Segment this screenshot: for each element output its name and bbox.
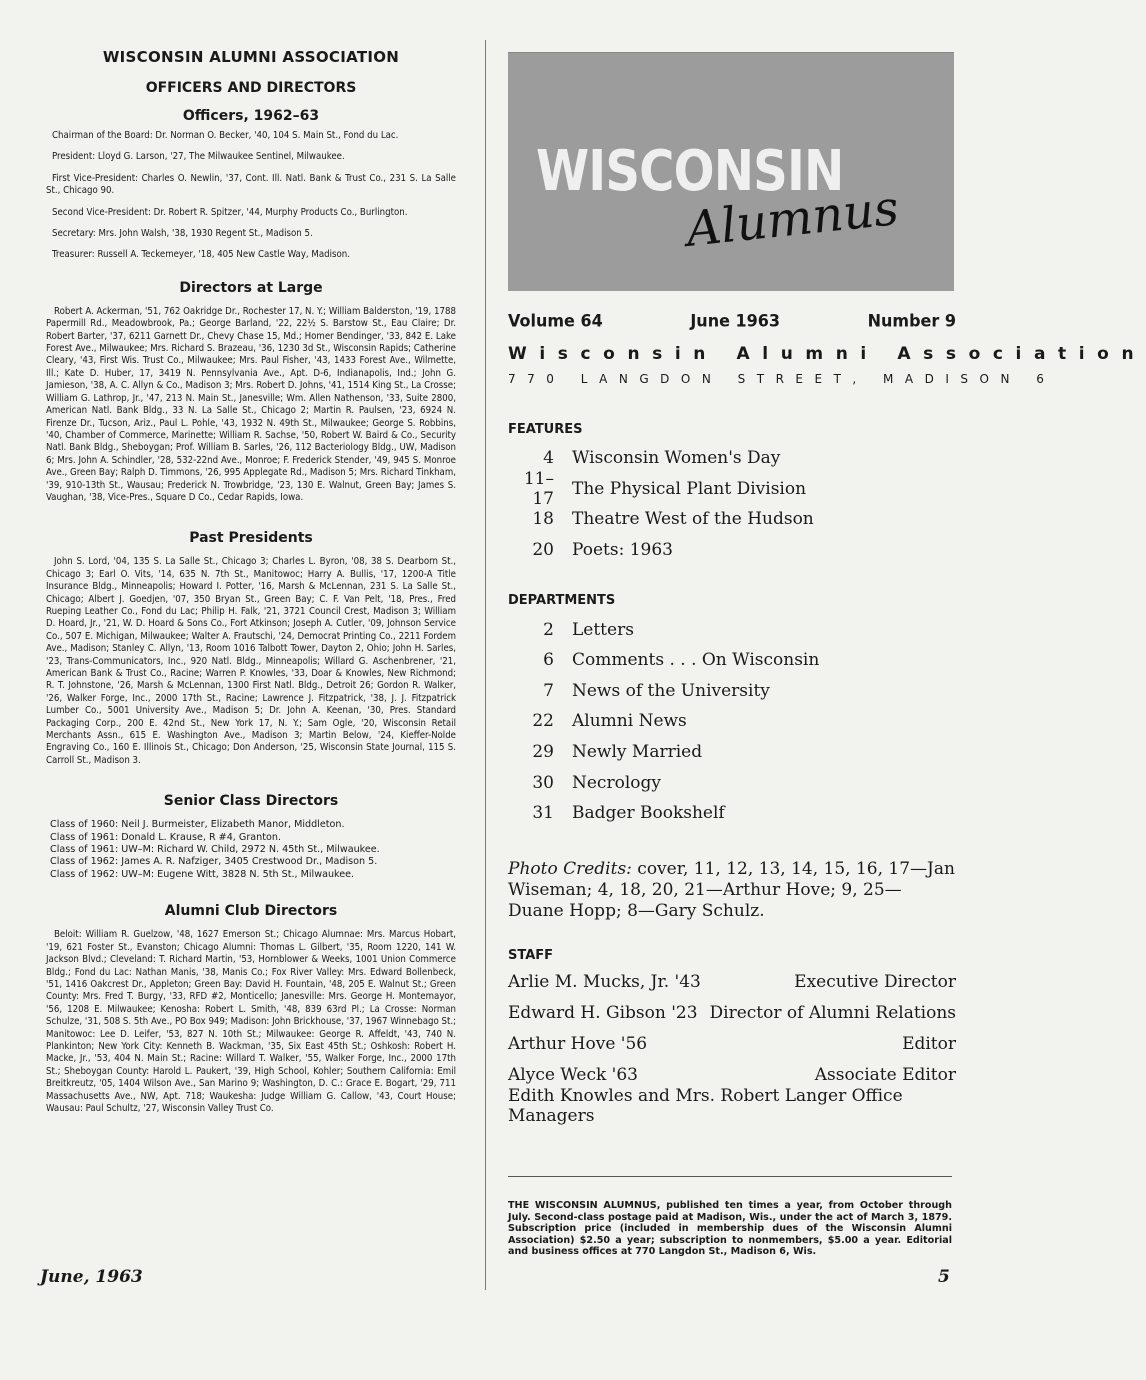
staff-name: Arthur Hove '56 [508,1034,648,1055]
toc-title: Wisconsin Women's Day [572,448,781,469]
list-item[interactable] [508,443,956,474]
list-item[interactable] [508,737,956,768]
senior-class-entry: Class of 1961: UW–M: Richard W. Child, 2972 N. 45th St., Milwaukee. [50,844,380,856]
toc-page: 29 [532,742,554,763]
toc-title: Badger Bookshelf [572,803,725,824]
senior-class-section [46,793,456,881]
list-item[interactable] [508,645,956,676]
photo-credits-text: cover, 11, 12, 13, 14, 15, 16, 17—Jan Wiseman; 4, 18, 20, 21—Arthur Hove; 9, 25—Duane Hopp; 8—Gary Schulz. [508,858,955,921]
toc-title: Poets: 1963 [572,540,673,561]
features-heading: FEATURES [508,422,583,437]
departments-section [508,593,956,828]
volume-label: Volume 64 [508,310,603,331]
officer-entry: Treasurer: Russell A. Teckemeyer, '18, 405 New Castle Way, Madison. [52,249,351,261]
officer-entry: President: Lloyd G. Larson, '27, The Milwaukee Sentinel, Milwaukee. [52,151,345,163]
issue-number: Number 9 [867,310,956,331]
association-address: 770 LANGDON STREET, MADISON 6 [508,372,1056,386]
photo-credits [508,859,956,922]
staff-heading: STAFF [508,947,554,963]
staff-row [508,967,956,998]
officer-entry: Secretary: Mrs. John Walsh, '38, 1930 Regent St., Madison 5. [52,228,313,240]
alumni-club-section [46,903,456,1115]
right-column [508,52,1146,1127]
footer-date: June, 1963 [40,1267,143,1287]
senior-class-entry: Class of 1960: Neil J. Burmeister, Elizabeth Manor, Middleton. [50,819,345,831]
list-item[interactable] [508,767,956,798]
officers-directors-title: OFFICERS AND DIRECTORS [145,80,357,96]
masthead-logo [508,52,954,291]
toc-page: 6 [543,650,554,671]
toc-page: 30 [532,772,554,793]
staff-role: Editor [902,1034,956,1055]
officer-entry: Chairman of the Board: Dr. Norman O. Becker, '40, 104 S. Main St., Fond du Lac. [52,130,399,141]
past-presidents-section [46,530,456,767]
officer-entry: Second Vice-President: Dr. Robert R. Spitzer, '44, Murphy Products Co., Burlington. [52,206,408,218]
staff-role: Director of Alumni Relations [709,1003,956,1024]
officer-entry: First Vice-President: Charles O. Newlin, '37, Cont. Ill. Natl. Bank & Trust Co., 231 S. La Salle St., Chicago 90. [46,172,456,197]
list-item[interactable] [508,535,956,566]
toc-title: Newly Married [572,742,703,763]
staff-row [508,1029,956,1060]
page-number: 5 [938,1267,950,1287]
directors-at-large-section [46,280,456,505]
staff-name: Arlie M. Mucks, Jr. '43 [508,972,701,993]
past-presidents-heading: Past Presidents [189,530,313,547]
list-item[interactable] [508,468,956,509]
toc-page: 2 [543,619,554,640]
staff-role: Executive Director [794,972,956,993]
masthead-script: Alumnus [683,180,902,258]
staff-name: Edward H. Gibson '23 [508,1003,698,1024]
issue-date: June 1963 [690,310,781,331]
senior-class-entry: Class of 1961: Donald L. Krause, R #4, Granton. [50,831,281,843]
toc-page: 18 [532,509,554,530]
toc-title: Necrology [572,772,661,793]
column-divider [485,40,486,1290]
features-section [508,422,956,565]
toc-page: 11–17 [523,468,554,509]
list-item[interactable] [508,614,956,645]
publication-note: THE WISCONSIN ALUMNUS, published ten times a year, from October through July. Second-class postage paid at Madison, Wis., under the act of March 3, 1879. Subscription price (included in membership dues of the Wisconsin Alumni Association) $2.50 a year; subscription to nonmembers, $5.00 a year. Editorial and business offices at 770 Langdon St., Madison 6, Wis. [508,1200,952,1258]
left-column [46,48,456,1115]
senior-class-entry: Class of 1962: James A. R. Nafziger, 3405 Crestwood Dr., Madison 5. [50,856,378,868]
list-item[interactable] [508,706,956,737]
departments-list [508,614,956,828]
directors-at-large-heading: Directors at Large [179,279,323,296]
association-name: Wisconsin Alumni Association [508,344,1146,364]
staff-role: Associate Editor [814,1065,956,1086]
senior-class-heading: Senior Class Directors [163,793,339,810]
toc-title: Alumni News [572,711,687,732]
departments-heading: DEPARTMENTS [508,593,616,609]
staff-office-managers: Edith Knowles and Mrs. Robert Langer Office Managers [508,1086,903,1127]
toc-title: News of the University [572,680,770,701]
alumni-club-heading: Alumni Club Directors [164,903,338,920]
past-presidents-text: John S. Lord, '04, 135 S. La Salle St., Chicago 3; Charles L. Byron, '08, 38 S. Dearborn St., Chicago 3; Earl O. Vits, '14, 635 N. 7th St., Manitowoc; Harry A. Bullis, '17, 1200-A Title Insurance Bldg., Minneapolis; Howard I. Potter, '16, Marsh & McLennan, 231 S. La Salle St., Chicago; Albert J. Goedjen, '07, 350 Bryan St., Green Bay; C. F. Van Pelt, '18, Pres., Fred Rueping Leather Co., Fond du Lac; Philip H. Falk, '21, 3721 Council Crest, Madison 3; William D. Hoard, Jr., '21, W. D. Hoard & Sons Co., Fort Atkinson; Joseph A. Cutler, '09, Johnson Service Co., 507 E. Michigan, Milwaukee; Walter A. Frautschi, '24, Democrat Printing Co., 2211 Fordem Ave., Madison; Stanley C. Allyn, '13, Room 1016 Talbott Tower, Dayton 2, Ohio; John H. Sarles, '23, Trans-Communicators, Inc., 920 Natl. Bldg., Minneapolis; Willard G. Aschenbrener, '21, American Bank & Trust Co., Racine; Warren P. Knowles, '33, Doar & Knowles, New Richmond; R. T. Johnstone, '26, Marsh & McLennan, 1300 First Natl. Bldg., Detroit 26; Gordon R. Walker, '26, Walker Forge, Inc., 2000 17th St., Racine; Lawrence J. Fitzpatrick, '38, J. J. Fitzpatrick Lumber Co., 5001 University Ave., Madison 5; Dr. John A. Keenan, '30, Pres. Standard Packaging Corp., 200 E. 42nd St., New York 17, N. Y.; Sam Ogle, '20, Wisconsin Retail Merchants Assn., 615 E. Washington Ave., Madison 3; Martin Below, '24, Kieffer-Nolde Engraving Co., 160 E. Illinois St., Chicago; Don Anderson, '25, Wisconsin State Journal, 115 S. Carroll St., Madison 3. [46,556,456,766]
toc-page: 4 [543,448,554,469]
staff-section [508,947,956,1127]
staff-row [508,1086,956,1127]
toc-title: Theatre West of the Hudson [572,509,814,530]
features-list [508,443,956,565]
officers-heading: Officers, 1962–63 [182,108,320,124]
association-title: WISCONSIN ALUMNI ASSOCIATION [102,48,400,66]
divider [508,1176,952,1177]
toc-page: 7 [543,680,554,701]
directors-at-large-text: Robert A. Ackerman, '51, 762 Oakridge Dr., Rochester 17, N. Y.; William Balderston, '19, 1788 Papermill Rd., Meadowbrook, Pa.; George Barland, '22, 22½ S. Barstow St., Eau Claire; Dr. Robert Barter, '37, 6211 Garnett Dr., Chevy Chase 15, Md.; Homer Bendinger, '33, 842 E. Lake Forest Ave., Milwaukee; Mrs. Richard S. Brazeau, '36, 1230 3d St., Wisconsin Rapids; Catherine Cleary, '43, First Wis. Trust Co., Milwaukee; Mrs. Paul Fisher, '43, 1433 Forest Ave., Wilmette, Ill.; Kate D. Huber, 17, 3419 N. Pennsylvania Ave., Apt. D-6, Indianapolis, Ind.; John G. Jamieson, '38, A. C. Allyn & Co., Madison 3; Mrs. Robert D. Johns, '41, 1514 King St., La Crosse; William G. Lathrop, Jr., '47, 213 N. Main St., Janesville; Wm. Allen Nathenson, '33, Suite 2800, American Natl. Bank Bldg., 33 N. La Salle St., Chicago 2; Martin R. Paulsen, '23, 6924 N. Firenze Dr., Tucson, Ariz., Paul L. Pohle, '43, 1932 N. 49th St., Milwaukee; George S. Robbins, '40, Chamber of Commerce, Marinette; William R. Sachse, '50, Robert W. Baird & Co., Security Natl. Bank Bldg., Sheboygan; Prof. William B. Sarles, '26, 112 Bacteriology Bldg., UW, Madison 6; Mrs. John A. Schindler, '28, 532-22nd Ave., Monroe; F. Frederick Stender, '49, 945 S. Monroe Ave., Green Bay; Ralph D. Timmons, '26, 995 Applegate Rd., Madison 5; Mrs. Richard Tinkham, '39, 910-13th St., Wausau; Frederick N. Trowbridge, '23, 130 E. Walnut, Green Bay; James S. Vaughan, '38, Vice-Pres., Square D Co., Cedar Rapids, Iowa. [46,305,456,503]
alumni-club-text: Beloit: William R. Guelzow, '48, 1627 Emerson St.; Chicago Alumnae: Mrs. Marcus Hobart, '19, 621 Foster St., Evanston; Chicago Alumni: Thomas L. Gilbert, '35, Room 1220, 141 W. Jackson Blvd.; Cleveland: T. Richard Martin, '53, Hornblower & Weeks, 1001 Union Commerce Bldg.; Fond du Lac: Nathan Manis, '38, Manis Co.; Fox River Valley: Mrs. Edward Bollenbeck, '51, 1416 Oakcrest Dr., Appleton; Green Bay: David H. Fountain, '48, 205 E. Walnut St.; Green County: Mrs. Fred T. Burgy, '33, RFD #2, Monticello; Janesville: Mrs. George H. Montemayor, '56, 1208 E. Milwaukee; Kenosha: Robert L. Smith, '48, 839 63rd Pl.; La Crosse: Norman Schulze, '31, 508 S. 5th Ave., PO Box 949; Madison: John Brickhouse, '37, 1967 Winnebago St.; Manitowoc: Lee D. Leifer, '53, 827 N. 10th St.; Milwaukee: George R. Affeldt, '43, 740 N. Plankinton; New York City: Kenneth B. Wackman, '35, Six East 45th St.; Oshkosh: Robert H. Macke, Jr., '53, 404 N. Main St.; Racine: Willard T. Walker, '55, Walker Forge, Inc., 2000 17th St.; Sheboygan County: Harold L. Paukert, '39, High School, Kohler; Southern California: Emil Breitkreutz, '05, 1404 Wilson Ave., San Marino 9; Washington, D. C.: Grace E. Bogart, '29, 711 Massachusetts Ave., NW, Apt. 718; Waukesha: Judge William G. Callow, '43, Court House; Wausau: Paul Schultz, '27, Wisconsin Valley Trust Co. [46,929,457,1114]
toc-title: Comments . . . On Wisconsin [572,650,820,671]
photo-credits-label: Photo Credits: [508,858,632,879]
officers-section [46,108,456,262]
staff-row [508,998,956,1029]
toc-page: 31 [532,803,554,824]
issue-info [508,311,956,331]
toc-title: The Physical Plant Division [572,478,807,499]
list-item[interactable] [508,676,956,707]
toc-title: Letters [572,619,634,640]
toc-page: 20 [532,540,554,561]
senior-class-entry: Class of 1962: UW–M: Eugene Witt, 3828 N. 5th St., Milwaukee. [50,868,355,880]
staff-name: Alyce Weck '63 [508,1065,638,1086]
list-item[interactable] [508,798,956,829]
toc-page: 22 [532,711,554,732]
list-item[interactable] [508,504,956,535]
masthead-word: WISCONSIN [536,139,844,204]
